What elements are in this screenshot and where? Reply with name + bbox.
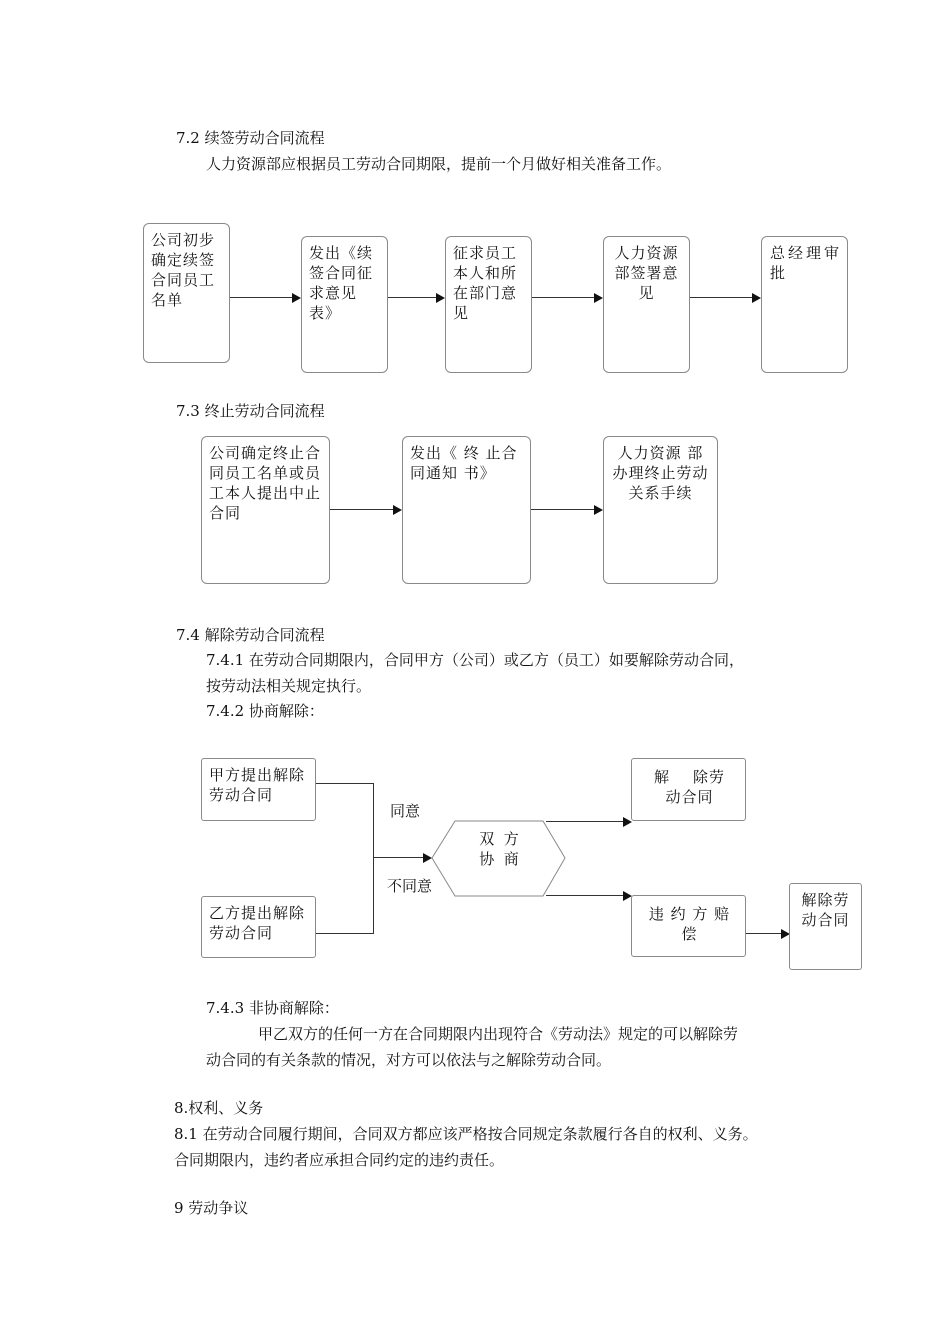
section-9-title: 9 劳动争议 [174, 1199, 249, 1217]
terminate-line1: 解 除劳 [653, 768, 726, 786]
arrow-right-icon [594, 505, 603, 515]
terminate-contract-box [631, 758, 746, 821]
negotiate-label-line1: 双 方 [479, 830, 519, 848]
flow74-connector [316, 783, 374, 784]
flow74-connector [546, 895, 624, 896]
terminate-line2: 动合同 [665, 788, 714, 806]
arrow-right-icon [594, 293, 603, 303]
flow72-connector [230, 297, 293, 298]
disagree-label: 不同意 [387, 877, 433, 895]
flow72-connector [388, 297, 437, 298]
flow74-connector [316, 933, 374, 934]
arrow-right-icon [752, 293, 761, 303]
negotiate-label-line2: 协 商 [479, 850, 519, 868]
section-7-4-1-line2: 按劳动法相关规定执行。 [206, 677, 372, 695]
flow72-connector [690, 297, 753, 298]
compensate-line2: 偿 [681, 925, 698, 943]
flow73-connector [531, 509, 595, 510]
flow72-step1: 公司初步确定续签合同员工名单 [143, 223, 230, 363]
compensate-box [631, 895, 746, 957]
section-8-title: 8.权利、义务 [174, 1099, 264, 1117]
section-7-4-2-title: 7.4.2 协商解除： [206, 702, 324, 720]
flow74-connector [546, 821, 624, 822]
flow72-step4: 人力资源部签署意见 [603, 236, 690, 373]
flow73-step1: 公司确定终止合同员工名单或员工本人提出中止合同 [201, 436, 330, 584]
agree-label: 同意 [390, 802, 421, 820]
section-7-2-desc: 人力资源部应根据员工劳动合同期限，提前一个月做好相关准备工作。 [206, 155, 672, 173]
flow74-connector [746, 933, 782, 934]
flow74-connector [373, 783, 374, 934]
flow72-step2: 发出《续签合同征求意见表》 [301, 236, 388, 373]
section-7-4-3-body-line1: 甲乙双方的任何一方在合同期限内出现符合《劳动法》规定的可以解除劳 [258, 1025, 739, 1043]
section-7-3-title: 7.3 终止劳动合同流程 [176, 402, 325, 420]
section-7-4-3-title: 7.4.3 非协商解除： [206, 999, 339, 1017]
flow72-step5: 总经理审批 [761, 236, 848, 373]
flow73-step2: 发出《 终 止合同通知 书》 [402, 436, 531, 584]
party-a-request-box: 甲方提出解除劳动合同 [201, 758, 316, 821]
section-8-1-line1: 8.1 在劳动合同履行期间，合同双方都应该严格按合同规定条款履行各自的权利、义务。 [174, 1125, 758, 1143]
section-7-2-title: 7.2 续签劳动合同流程 [176, 129, 325, 147]
flow73-step3: 人力资源 部办理终止劳动关系手续 [603, 436, 718, 584]
flow73-connector [330, 509, 394, 510]
section-8-1-line2: 合同期限内，违约者应承担合同约定的违约责任。 [174, 1151, 505, 1169]
section-7-4-1-line1: 7.4.1 在劳动合同期限内，合同甲方（公司）或乙方（员工）如要解除劳动合同， [206, 651, 744, 669]
flow74-connector [373, 857, 424, 858]
section-7-4-3-body-line2: 动合同的有关条款的情况，对方可以依法与之解除劳动合同。 [206, 1051, 612, 1069]
arrow-right-icon [292, 293, 301, 303]
arrow-right-icon [436, 293, 445, 303]
section-7-4-title: 7.4 解除劳动合同流程 [176, 626, 325, 644]
arrow-right-icon [393, 505, 402, 515]
final-terminate-box: 解除劳动合同 [789, 883, 862, 970]
flow72-connector [532, 297, 595, 298]
party-b-request-box: 乙方提出解除劳动合同 [201, 896, 316, 958]
flow72-step3: 征求员工本人和所在部门意见 [445, 236, 532, 373]
compensate-line1: 违 约 方 赔 [648, 905, 731, 923]
